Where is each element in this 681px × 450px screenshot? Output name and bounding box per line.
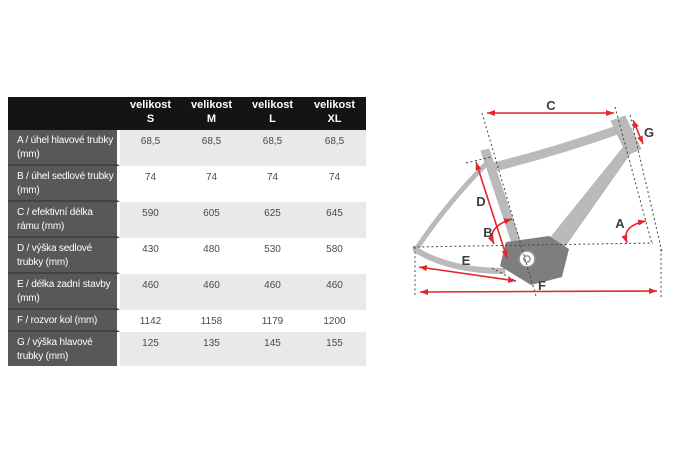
frame-geometry-diagram bbox=[400, 85, 681, 320]
table-row bbox=[8, 332, 366, 366]
dim-label-b: B bbox=[483, 225, 493, 240]
value-cell: 460 bbox=[303, 274, 366, 310]
header-size-m bbox=[181, 97, 242, 130]
dim-arc-a bbox=[626, 221, 646, 243]
table-row bbox=[8, 166, 366, 202]
dim-label-f: F bbox=[538, 278, 546, 293]
bike-frame-drawing bbox=[400, 85, 681, 320]
value-cell: 135 bbox=[181, 332, 242, 366]
value-cell: 460 bbox=[242, 274, 303, 310]
row-label-head-tube-height: G / výška hlavové trubky (mm) bbox=[8, 332, 120, 366]
table-row bbox=[8, 202, 366, 238]
geometry-table bbox=[8, 97, 366, 366]
value-cell: 74 bbox=[303, 166, 366, 202]
row-label-wheelbase: F / rozvor kol (mm) bbox=[8, 310, 120, 332]
table-row bbox=[8, 274, 366, 310]
value-cell: 625 bbox=[242, 202, 303, 238]
header-size-letter: XL bbox=[327, 112, 342, 125]
header-size-letter: S bbox=[146, 112, 155, 125]
value-cell: 74 bbox=[242, 166, 303, 202]
value-cell: 460 bbox=[120, 274, 181, 310]
dim-label-e: E bbox=[461, 253, 471, 268]
value-cell: 1158 bbox=[181, 310, 242, 332]
value-cell: 1200 bbox=[303, 310, 366, 332]
value-cell: 1179 bbox=[242, 310, 303, 332]
header-size-word: velikost bbox=[191, 99, 232, 111]
value-cell: 590 bbox=[120, 202, 181, 238]
top-tube bbox=[490, 129, 620, 168]
table-row bbox=[8, 310, 366, 332]
header-size-letter: M bbox=[206, 112, 217, 125]
value-cell: 580 bbox=[303, 238, 366, 274]
dim-label-g: G bbox=[643, 125, 655, 140]
value-cell: 145 bbox=[242, 332, 303, 366]
header-size-letter: L bbox=[269, 112, 276, 125]
header-size-xl bbox=[303, 97, 366, 130]
header-corner-cell bbox=[8, 97, 120, 130]
value-cell: 68,5 bbox=[303, 130, 366, 166]
header-size-l bbox=[242, 97, 303, 130]
header-size-s bbox=[120, 97, 181, 130]
row-label-seat-tube-angle: B / úhel sedlové trubky (mm) bbox=[8, 166, 120, 202]
dim-label-c: C bbox=[546, 98, 556, 113]
table-header-row bbox=[8, 97, 366, 130]
dim-label-a: A bbox=[615, 216, 625, 231]
header-size-word: velikost bbox=[252, 99, 293, 111]
value-cell: 645 bbox=[303, 202, 366, 238]
value-cell: 530 bbox=[242, 238, 303, 274]
value-cell: 605 bbox=[181, 202, 242, 238]
row-label-seat-tube-height: D / výška sedlové trubky (mm) bbox=[8, 238, 120, 274]
head-tube bbox=[611, 116, 641, 155]
value-cell: 430 bbox=[120, 238, 181, 274]
value-cell: 68,5 bbox=[242, 130, 303, 166]
value-cell: 1142 bbox=[120, 310, 181, 332]
value-cell: 68,5 bbox=[120, 130, 181, 166]
header-size-word: velikost bbox=[314, 99, 355, 111]
table-row bbox=[8, 238, 366, 274]
row-label-chainstay-length: E / délka zadní stavby (mm) bbox=[8, 274, 120, 310]
value-cell: 125 bbox=[120, 332, 181, 366]
value-cell: 74 bbox=[120, 166, 181, 202]
value-cell: 460 bbox=[181, 274, 242, 310]
value-cell: 480 bbox=[181, 238, 242, 274]
value-cell: 155 bbox=[303, 332, 366, 366]
row-label-effective-frame-length: C / efektivní délka rámu (mm) bbox=[8, 202, 120, 238]
table-row bbox=[8, 130, 366, 166]
value-cell: 68,5 bbox=[181, 130, 242, 166]
row-label-head-tube-angle: A / úhel hlavové trubky (mm) bbox=[8, 130, 120, 166]
header-size-word: velikost bbox=[130, 99, 171, 111]
value-cell: 74 bbox=[181, 166, 242, 202]
dim-label-d: D bbox=[476, 194, 486, 209]
